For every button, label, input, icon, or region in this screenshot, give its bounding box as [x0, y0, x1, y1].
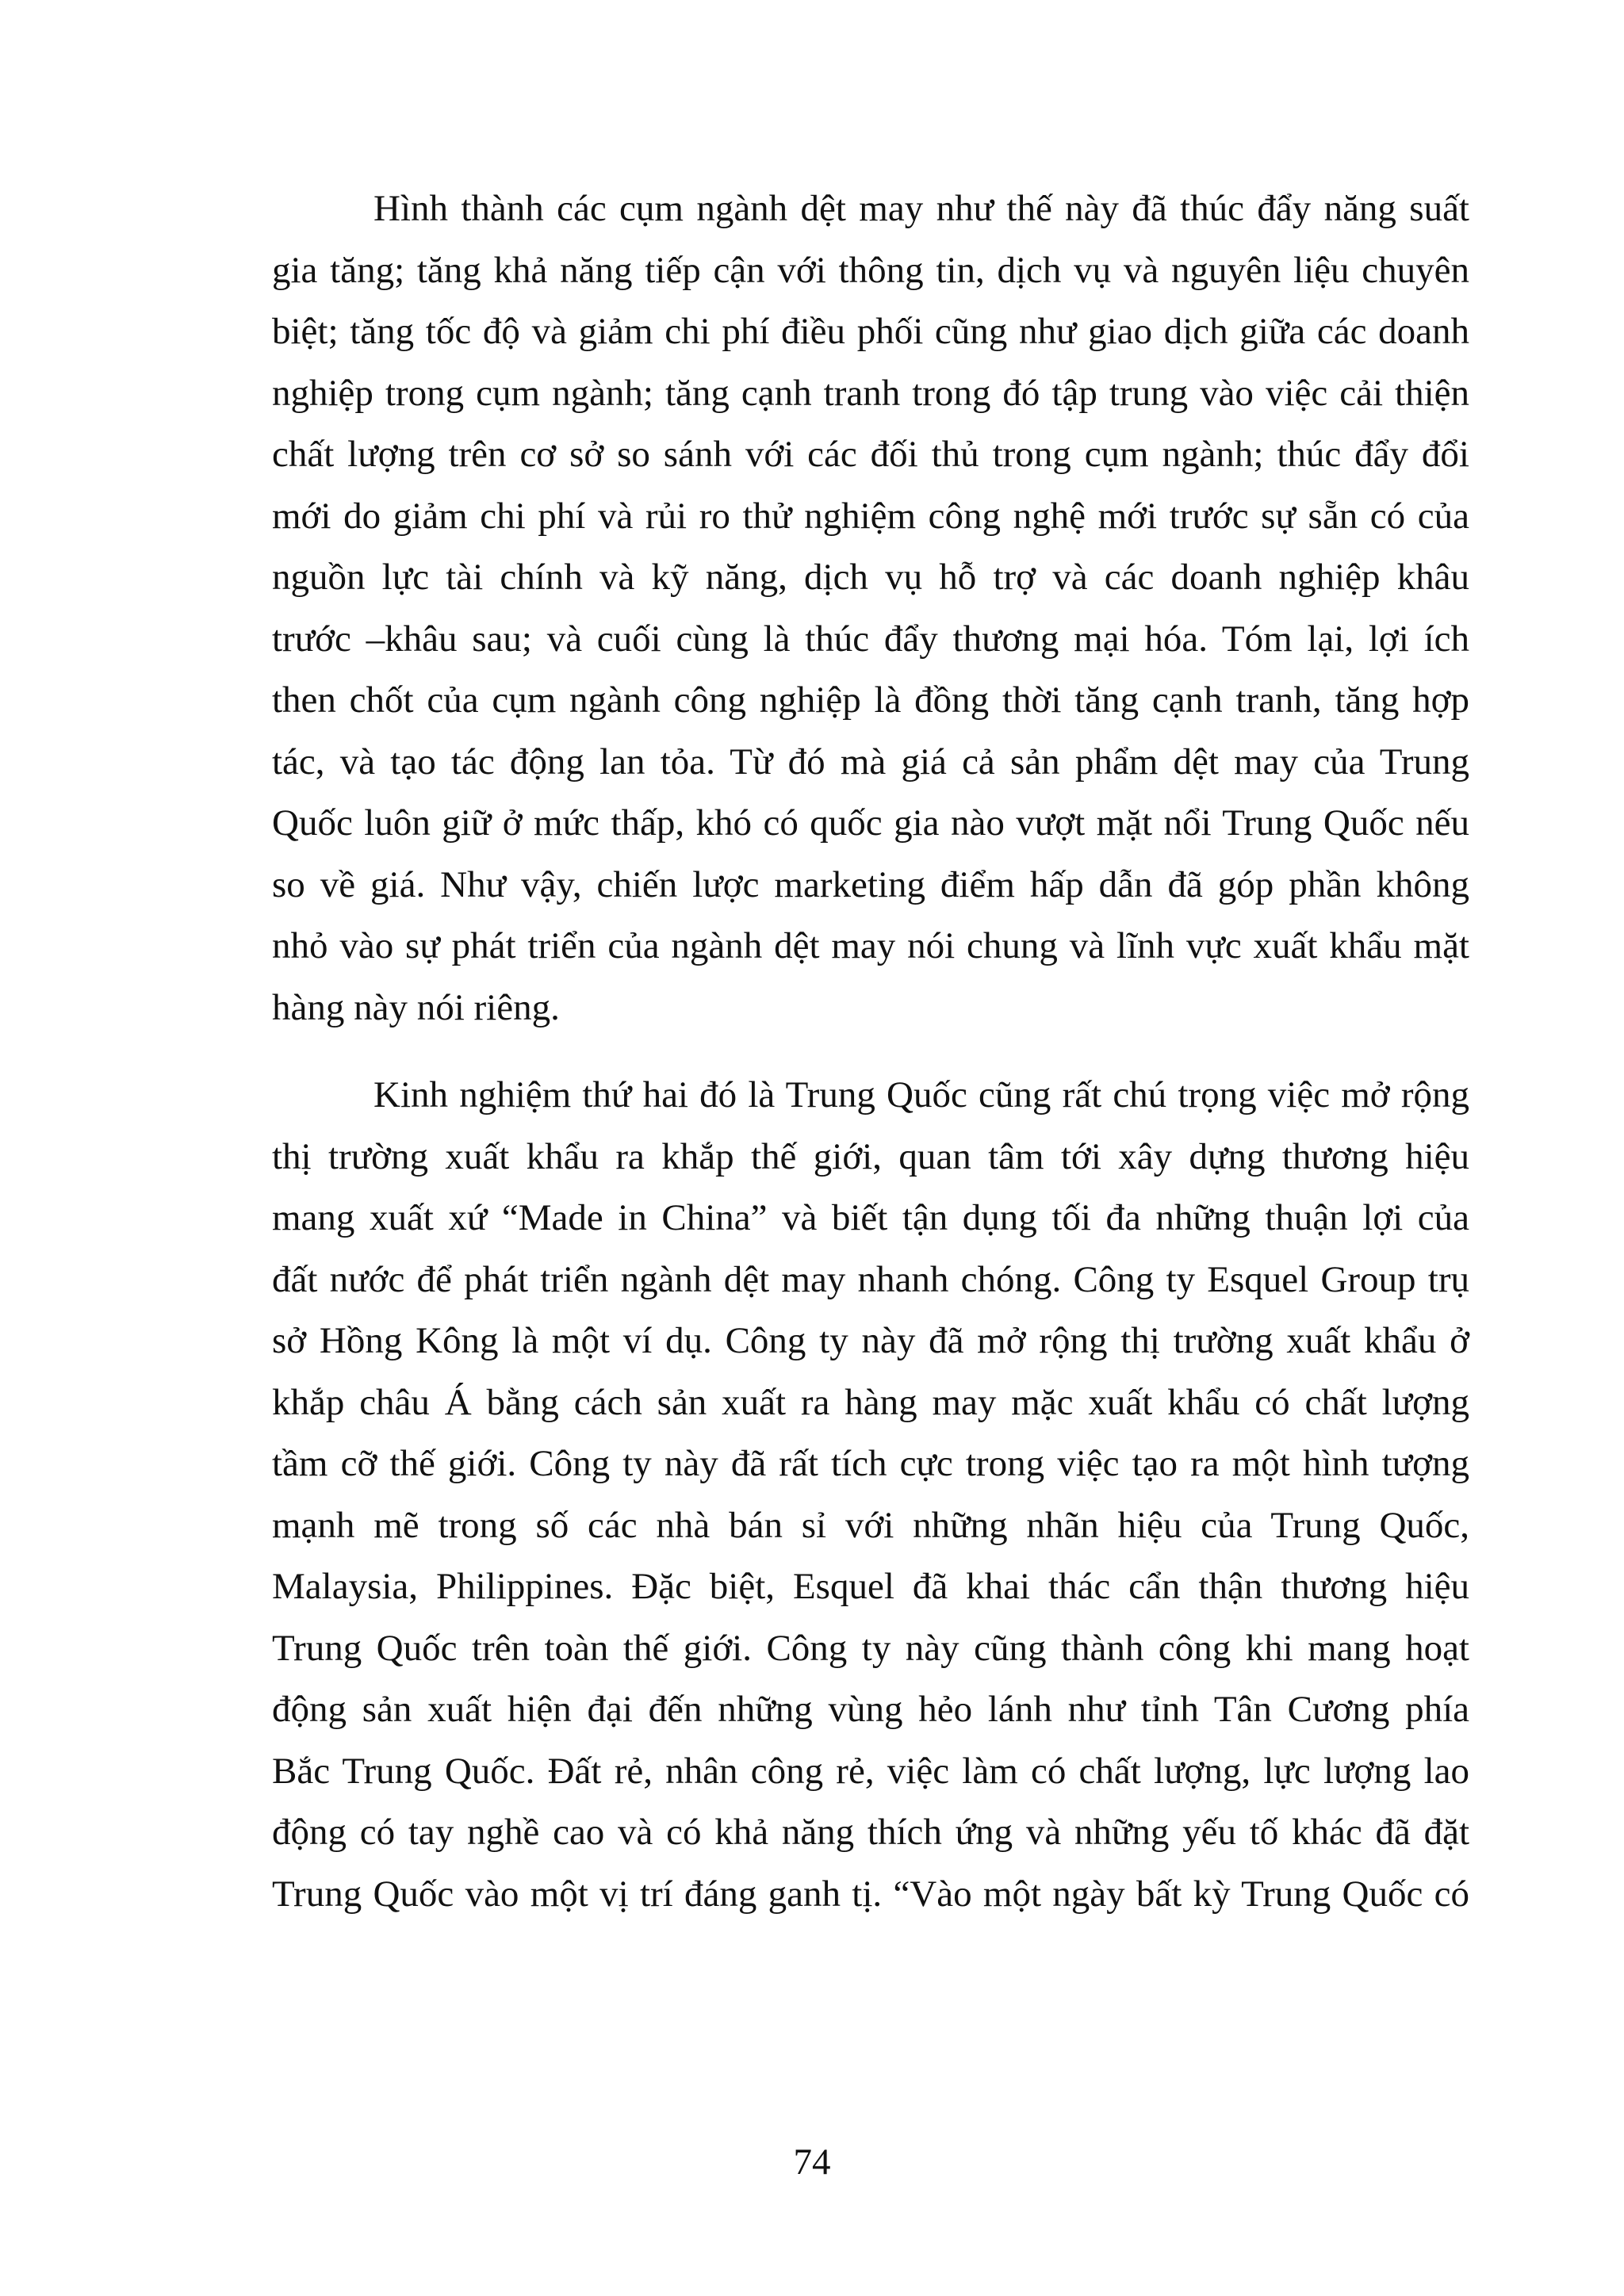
text-line: Kinh nghiệm thứ hai đó là Trung Quốc cũng rất chú trọng việc mở rộng	[373, 1074, 1469, 1115]
text-line: so về giá. Như vậy, chiến lược marketing điểm hấp dẫn đã góp phần không	[272, 863, 1469, 905]
text-line: thị trường xuất khẩu ra khắp thế giới, quan tâm tới xây dựng thương hiệu	[272, 1135, 1469, 1177]
text-line: Malaysia, Philippines. Đặc biệt, Esquel đã khai thác cẩn thận thương hiệu	[272, 1566, 1469, 1607]
text-line: biệt; tăng tốc độ và giảm chi phí điều phối cũng như giao dịch giữa các doanh	[272, 311, 1469, 352]
text-line: Trung Quốc vào một vị trí đáng ganh tị. “Vào một ngày bất kỳ Trung Quốc có	[272, 1873, 1469, 1915]
text-line: tầm cỡ thế giới. Công ty này đã rất tích cực trong việc tạo ra một hình tượng	[272, 1443, 1469, 1484]
paragraph-textile-clusters	[272, 178, 1469, 1039]
text-line: động có tay nghề cao và có khả năng thích ứng và những yếu tố khác đã đặt	[272, 1812, 1469, 1853]
page-number: 74	[793, 2141, 831, 2183]
text-line: đất nước để phát triển ngành dệt may nhanh chóng. Công ty Esquel Group trụ	[272, 1258, 1469, 1300]
text-line: nguồn lực tài chính và kỹ năng, dịch vụ hỗ trợ và các doanh nghiệp khâu	[272, 557, 1469, 598]
text-line: mang xuất xứ “Made in China” và biết tận dụng tối đa những thuận lợi của	[272, 1197, 1469, 1238]
text-line: then chốt của cụm ngành công nghiệp là đồng thời tăng cạnh tranh, tăng hợp	[272, 679, 1469, 721]
text-line: nhỏ vào sự phát triển của ngành dệt may nói chung và lĩnh vực xuất khẩu mặt	[272, 925, 1469, 966]
body-text	[272, 178, 1469, 1925]
text-line: chất lượng trên cơ sở so sánh với các đối thủ trong cụm ngành; thúc đẩy đổi	[272, 434, 1469, 475]
text-line: mới do giảm chi phí và rủi ro thử nghiệm công nghệ mới trước sự sẵn có của	[272, 495, 1469, 537]
text-line: tác, và tạo tác động lan tỏa. Từ đó mà giá cả sản phẩm dệt may của Trung	[272, 740, 1469, 783]
text-line: gia tăng; tăng khả năng tiếp cận với thông tin, dịch vụ và nguyên liệu chuyên	[272, 249, 1469, 291]
text-line: trước –khâu sau; và cuối cùng là thúc đẩy thương mại hóa. Tóm lại, lợi ích	[272, 618, 1469, 660]
text-line: nghiệp trong cụm ngành; tăng cạnh tranh trong đó tập trung vào việc cải thiện	[272, 372, 1469, 414]
text-line: Bắc Trung Quốc. Đất rẻ, nhân công rẻ, việc làm có chất lượng, lực lượng lao	[272, 1750, 1469, 1792]
text-line: Trung Quốc trên toàn thế giới. Công ty này cũng thành công khi mang hoạt	[272, 1627, 1469, 1669]
text-line: hàng này nói riêng.	[272, 986, 560, 1028]
text-line: động sản xuất hiện đại đến những vùng hẻo lánh như tỉnh Tân Cương phía	[272, 1689, 1469, 1730]
text-line: Quốc luôn giữ ở mức thấp, khó có quốc gia nào vượt mặt nổi Trung Quốc nếu	[272, 802, 1469, 844]
text-line: mạnh mẽ trong số các nhà bán sỉ với những nhãn hiệu của Trung Quốc,	[272, 1504, 1469, 1546]
text-line: Hình thành các cụm ngành dệt may như thế này đã thúc đẩy năng suất	[373, 188, 1469, 229]
text-line: sở Hồng Kông là một ví dụ. Công ty này đã mở rộng thị trường xuất khẩu ở	[272, 1320, 1469, 1361]
text-line: khắp châu Á bằng cách sản xuất ra hàng may mặc xuất khẩu có chất lượng	[272, 1381, 1469, 1423]
paragraph-export-experience	[272, 1065, 1469, 1925]
